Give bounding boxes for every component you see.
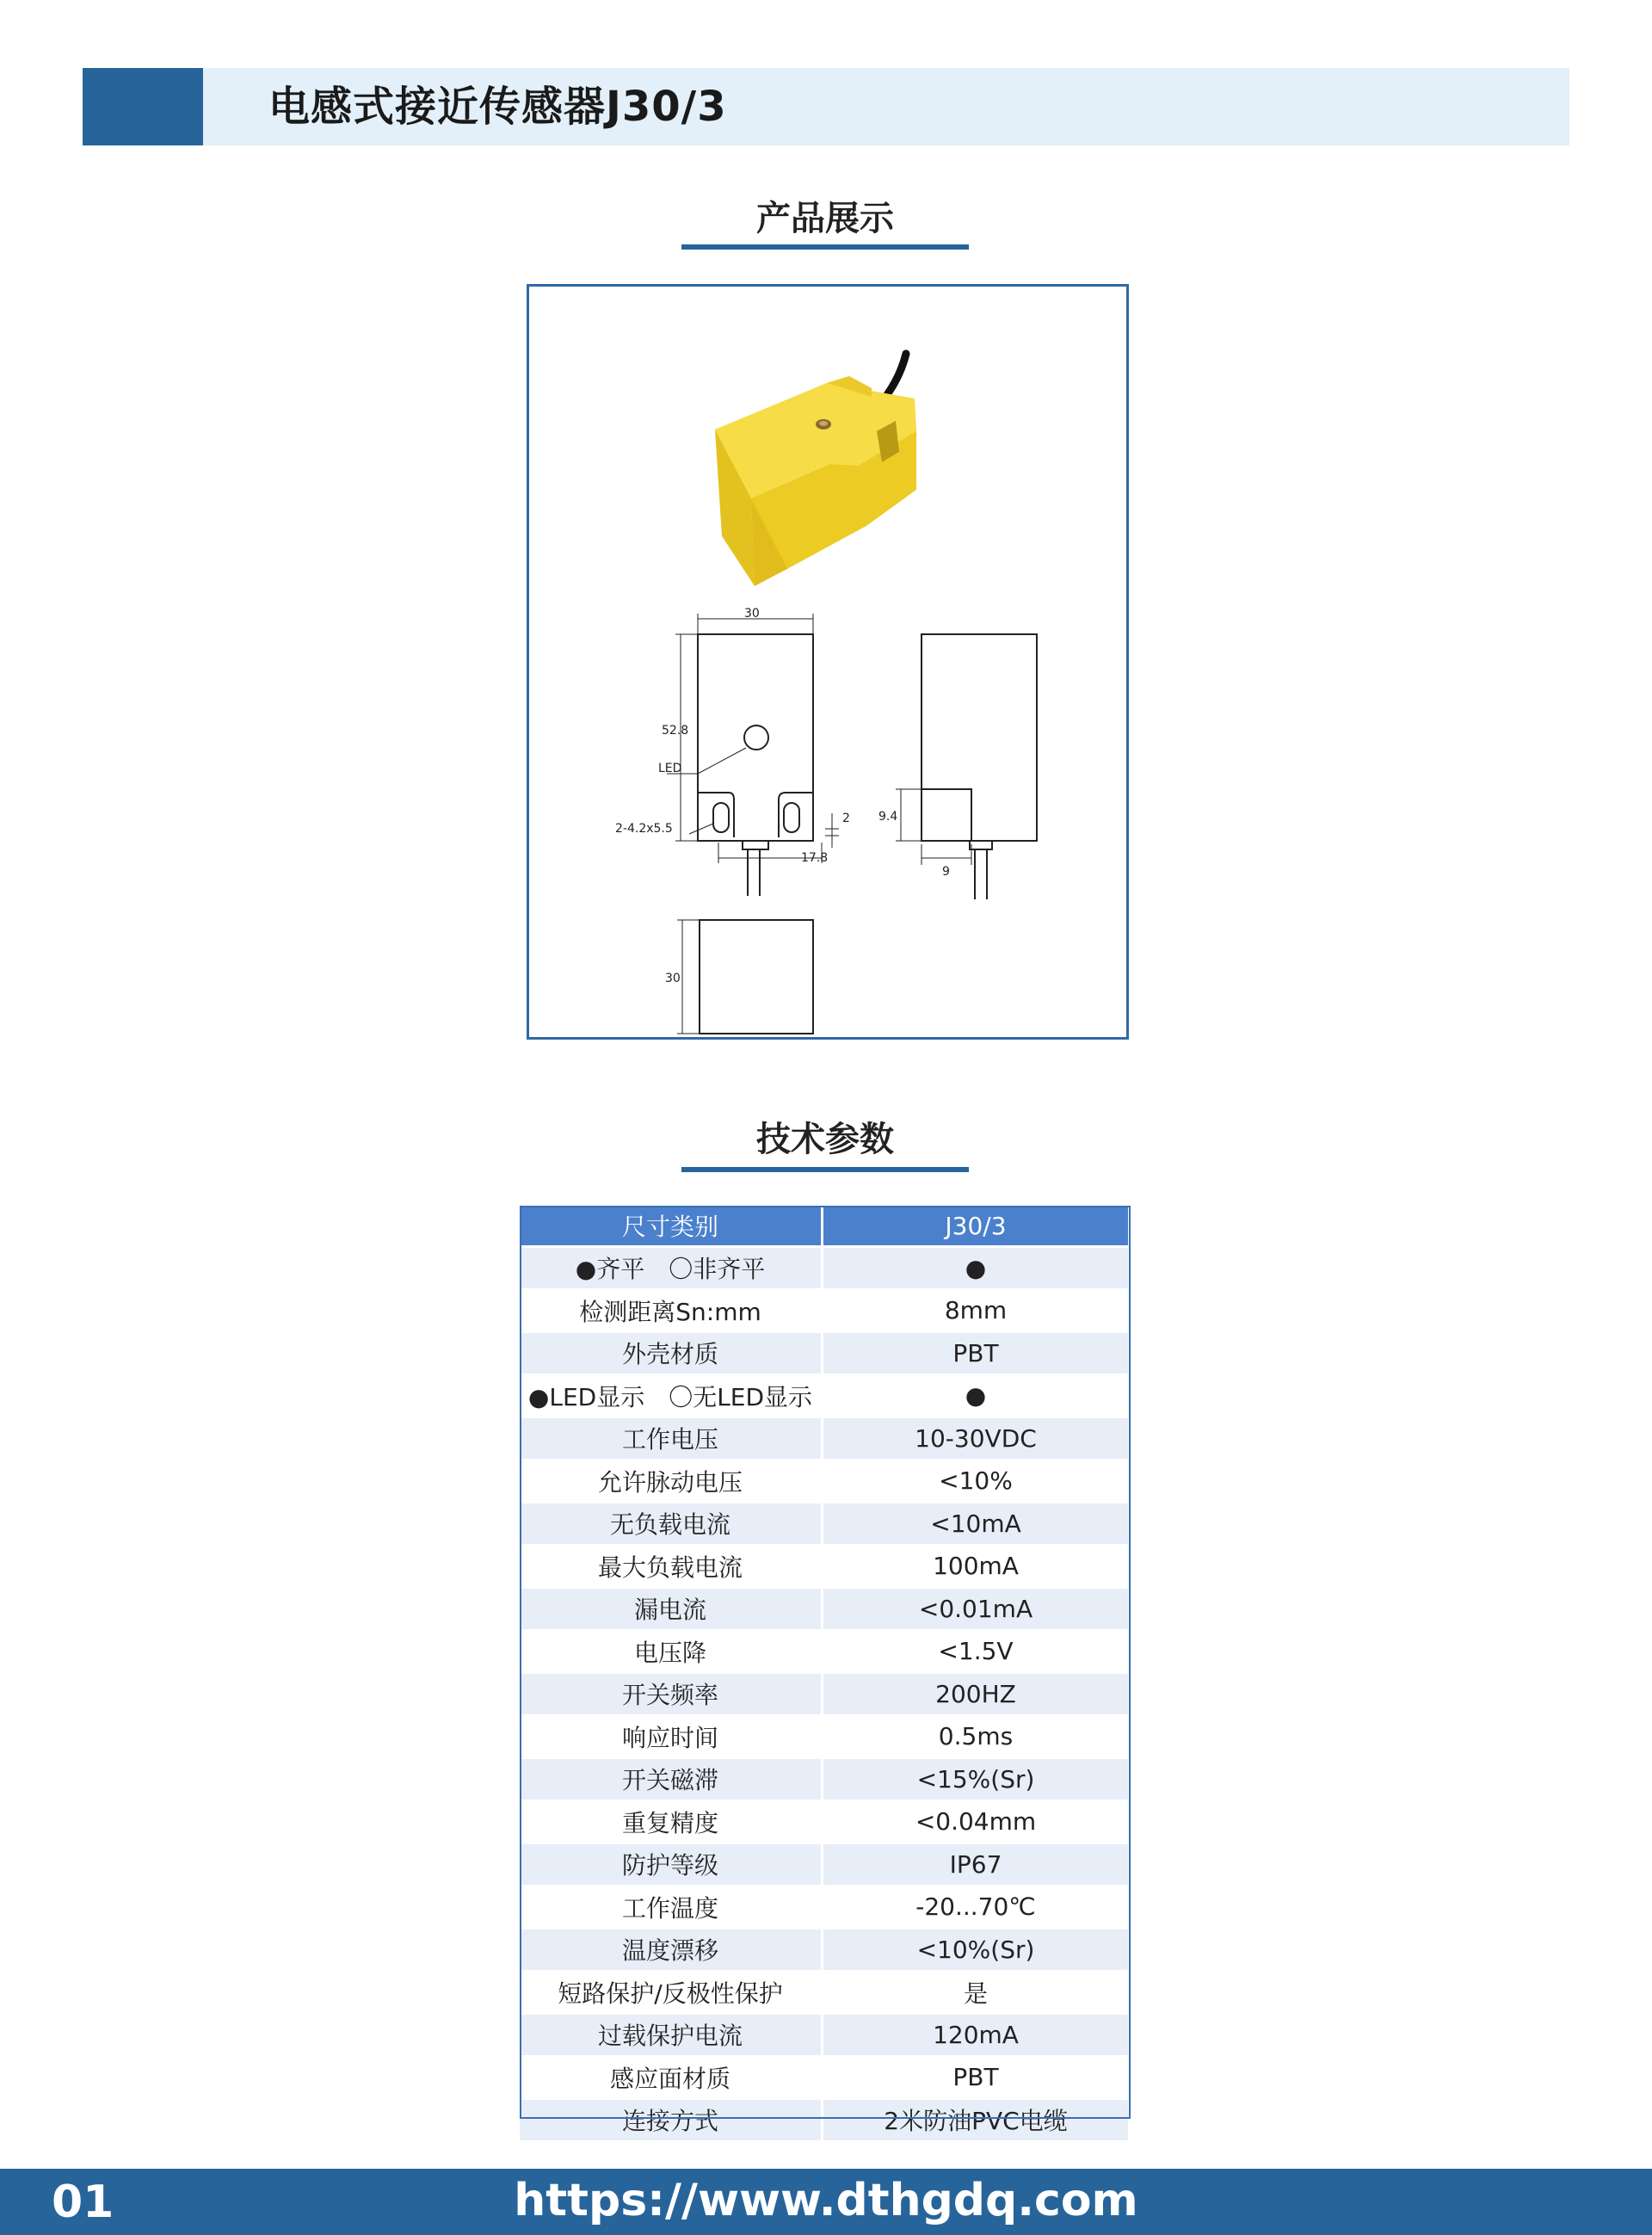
table-header-cell: 尺寸类别	[520, 1206, 823, 1247]
product-illustration	[529, 287, 1131, 1042]
table-row	[520, 1503, 1130, 1546]
spec-value-cell: 是	[823, 1971, 1130, 2014]
table-row	[520, 1971, 1130, 2014]
table-row	[520, 1588, 1130, 1631]
dim-9-label: 9	[942, 865, 950, 879]
dim-9-4-label: 9.4	[878, 810, 898, 824]
section-underline-product	[681, 244, 969, 250]
sensor-photo	[715, 354, 916, 586]
spec-label-cell: 连接方式	[520, 2099, 823, 2142]
dim-2-label: 2	[842, 812, 850, 825]
page-title: 电感式接近传感器J30/3	[268, 83, 727, 131]
spec-value-cell: <1.5V	[823, 1630, 1130, 1673]
spec-label-cell: 工作电压	[520, 1417, 823, 1460]
spec-value-cell: -20...70℃	[823, 1886, 1130, 1929]
spec-label-cell: 感应面材质	[520, 2056, 823, 2099]
spec-label-cell: 响应时间	[520, 1715, 823, 1758]
drawing-bottom-view	[677, 920, 813, 1034]
dim-width-label: 30	[744, 607, 760, 620]
spec-label-cell: 工作温度	[520, 1886, 823, 1929]
spec-label-cell: 外壳材质	[520, 1332, 823, 1375]
spec-label-cell: 开关频率	[520, 1673, 823, 1716]
spec-label-cell: ●LED显示 〇无LED显示	[520, 1374, 823, 1417]
spec-value-cell: <0.04mm	[823, 1800, 1130, 1843]
hole-label: 2-4.2x5.5	[615, 822, 673, 836]
table-row	[520, 1332, 1130, 1375]
spec-value-cell: <0.01mA	[823, 1588, 1130, 1631]
spec-value-cell: ●	[823, 1374, 1130, 1417]
section-title-product: 产品展示	[756, 199, 894, 238]
spec-label-cell: 最大负载电流	[520, 1545, 823, 1588]
spec-table	[520, 1206, 1131, 2143]
spec-label-cell: 开关磁滞	[520, 1758, 823, 1801]
drawing-side-view	[896, 634, 1037, 899]
spec-value-cell: PBT	[823, 1332, 1130, 1375]
table-row	[520, 2099, 1130, 2142]
spec-value-cell: <10%	[823, 1460, 1130, 1503]
table-row	[520, 1374, 1130, 1417]
spec-value-cell: ●	[823, 1247, 1130, 1290]
spec-value-cell: PBT	[823, 2056, 1130, 2099]
spec-label-cell: 过载保护电流	[520, 2014, 823, 2057]
spec-label-cell: ●齐平 〇非齐平	[520, 1247, 823, 1290]
spec-label-cell: 防护等级	[520, 1843, 823, 1886]
spec-label-cell: 电压降	[520, 1630, 823, 1673]
table-row	[520, 1417, 1130, 1460]
spec-label-cell: 无负载电流	[520, 1503, 823, 1546]
spec-value-cell: 200HZ	[823, 1673, 1130, 1716]
table-row	[520, 1247, 1130, 1290]
spec-label-cell: 漏电流	[520, 1588, 823, 1631]
product-image-box	[527, 284, 1129, 1040]
spec-value-cell: IP67	[823, 1843, 1130, 1886]
website-url[interactable]: https://www.dthgdq.com	[514, 2175, 1138, 2226]
table-row	[520, 1886, 1130, 1929]
section-underline-specs	[681, 1167, 969, 1172]
spec-value-cell: 120mA	[823, 2014, 1130, 2057]
table-row	[520, 2014, 1130, 2057]
spec-label-cell: 允许脉动电压	[520, 1460, 823, 1503]
spec-value-cell: <10%(Sr)	[823, 1929, 1130, 1972]
dim-17-8-label: 17.8	[801, 851, 829, 865]
spec-value-cell: 8mm	[823, 1289, 1130, 1332]
spec-label-cell: 检测距离Sn:mm	[520, 1289, 823, 1332]
dim-bottom-label: 30	[665, 972, 681, 985]
table-row	[520, 1630, 1130, 1673]
table-header-row	[520, 1206, 1130, 1247]
table-row	[520, 1843, 1130, 1886]
table-row	[520, 1800, 1130, 1843]
dim-height-label: 52.8	[662, 724, 689, 738]
page-number: 01	[52, 2176, 114, 2228]
drawing-front-labels	[615, 607, 850, 865]
table-header-cell: J30/3	[823, 1206, 1130, 1247]
table-row	[520, 1460, 1130, 1503]
spec-value-cell: 0.5ms	[823, 1715, 1130, 1758]
spec-value-cell: <15%(Sr)	[823, 1758, 1130, 1801]
table-row	[520, 1758, 1130, 1801]
table-row	[520, 2056, 1130, 2099]
table-row	[520, 1929, 1130, 1972]
spec-label-cell: 温度漂移	[520, 1929, 823, 1972]
header-accent-block	[83, 68, 203, 145]
table-row	[520, 1545, 1130, 1588]
spec-value-cell: <10mA	[823, 1503, 1130, 1546]
spec-value-cell: 100mA	[823, 1545, 1130, 1588]
spec-value-cell: 2米防油PVC电缆	[823, 2099, 1130, 2142]
spec-label-cell: 重复精度	[520, 1800, 823, 1843]
led-label: LED	[658, 762, 682, 775]
table-row	[520, 1715, 1130, 1758]
table-row	[520, 1673, 1130, 1716]
spec-label-cell: 短路保护/反极性保护	[520, 1971, 823, 2014]
section-title-specs: 技术参数	[756, 1120, 894, 1159]
drawing-side-labels	[878, 810, 950, 879]
spec-value-cell: 10-30VDC	[823, 1417, 1130, 1460]
table-row	[520, 1289, 1130, 1332]
